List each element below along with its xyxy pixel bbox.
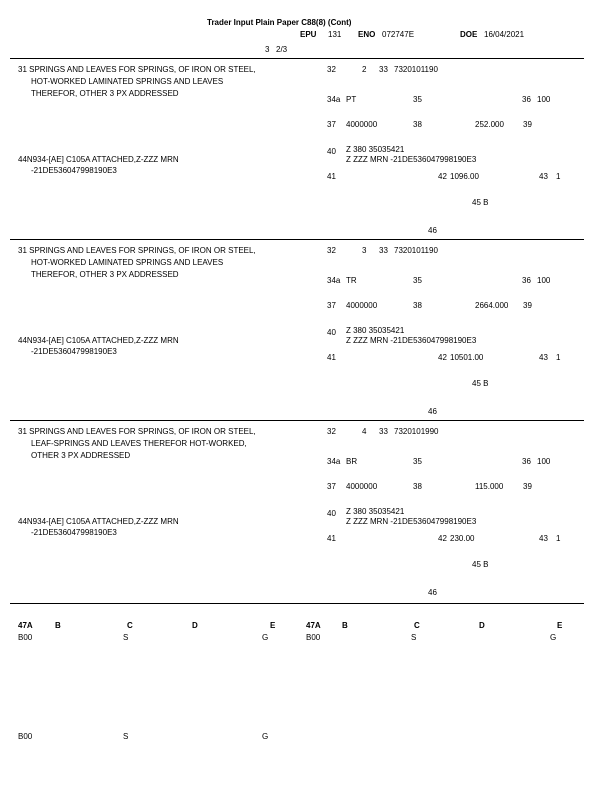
box39-label: 39 — [523, 301, 532, 310]
previous-document-line-2: Z ZZZ MRN -21DE536047998190E3 — [346, 155, 477, 164]
box41-label: 41 — [327, 534, 336, 543]
procedure-code: 4000000 — [346, 482, 378, 491]
box33-label: 33 — [379, 65, 388, 74]
goods-description-line-3: THEREFOR, OTHER 3 PX ADDRESSED — [31, 89, 179, 98]
box47-right-col-b: B — [342, 621, 348, 630]
box34a-label: 34a — [327, 276, 341, 285]
page-number: 3 — [265, 45, 270, 54]
previous-document-line-1: Z 380 35035421 — [346, 145, 405, 154]
box41-label: 41 — [327, 172, 336, 181]
additional-info-line-1: 44N934-[AE] C105A ATTACHED,Z-ZZZ MRN — [18, 336, 179, 345]
goods-description-line-3: THEREFOR, OTHER 3 PX ADDRESSED — [31, 270, 179, 279]
box47-bottom-type: B00 — [18, 732, 33, 741]
box40-label: 40 — [327, 509, 336, 518]
box33-label: 33 — [379, 246, 388, 255]
box47-right-col-e: E — [557, 621, 563, 630]
box37-label: 37 — [327, 482, 336, 491]
box47-left-col-b: B — [55, 621, 61, 630]
item-number: 4 — [362, 427, 367, 436]
box42-label: 42 — [438, 534, 447, 543]
form-title: Trader Input Plain Paper C88(8) (Cont) — [207, 18, 352, 27]
box47-right-col-c: C — [414, 621, 420, 630]
box33-label: 33 — [379, 427, 388, 436]
box47-left-mop: G — [262, 633, 269, 642]
box38-label: 38 — [413, 120, 422, 129]
box35-label: 35 — [413, 457, 422, 466]
additional-info-line-1: 44N934-[AE] C105A ATTACHED,Z-ZZZ MRN — [18, 517, 179, 526]
country-of-origin: BR — [346, 457, 358, 466]
box45-adjustment: 45 B — [472, 379, 489, 388]
eno-label: ENO — [358, 30, 376, 39]
procedure-code: 4000000 — [346, 301, 378, 310]
previous-document-line-2: Z ZZZ MRN -21DE536047998190E3 — [346, 517, 477, 526]
box43-label: 43 — [539, 353, 548, 362]
item-divider — [10, 420, 584, 421]
box35-label: 35 — [413, 276, 422, 285]
preference-value: 100 — [537, 457, 551, 466]
previous-document-line-1: Z 380 35035421 — [346, 326, 405, 335]
box35-label: 35 — [413, 95, 422, 104]
previous-document-line-2: Z ZZZ MRN -21DE536047998190E3 — [346, 336, 477, 345]
commodity-code: 7320101190 — [394, 65, 438, 74]
box46-label: 46 — [428, 226, 437, 235]
net-mass: 252.000 — [475, 120, 504, 129]
goods-description-line-2: LEAF-SPRINGS AND LEAVES THEREFOR HOT-WORKED, — [31, 439, 247, 448]
net-mass: 115.000 — [475, 482, 504, 491]
goods-description-line-1: 31 SPRINGS AND LEAVES FOR SPRINGS, OF IRON OR STEEL, — [18, 246, 256, 255]
goods-description-line-1: 31 SPRINGS AND LEAVES FOR SPRINGS, OF IRON OR STEEL, — [18, 427, 256, 436]
box36-label: 36 — [522, 457, 531, 466]
box39-label: 39 — [523, 120, 532, 129]
box47-right-label: 47A — [306, 621, 321, 630]
box38-label: 38 — [413, 301, 422, 310]
box46-label: 46 — [428, 588, 437, 597]
box42-label: 42 — [438, 172, 447, 181]
doe-value: 16/04/2021 — [484, 30, 525, 39]
box47-right-col-d: D — [479, 621, 485, 630]
doe-label: DOE — [460, 30, 478, 39]
box40-label: 40 — [327, 147, 336, 156]
box40-label: 40 — [327, 328, 336, 337]
item-price: 1096.00 — [450, 172, 479, 181]
box37-label: 37 — [327, 120, 336, 129]
net-mass: 2664.000 — [475, 301, 509, 310]
box39-label: 39 — [523, 482, 532, 491]
additional-info-line-2: -21DE536047998190E3 — [31, 347, 117, 356]
item-number: 3 — [362, 246, 367, 255]
divider-box47 — [10, 603, 584, 604]
valuation-method: 1 — [556, 534, 561, 543]
epu-label: EPU — [300, 30, 317, 39]
box36-label: 36 — [522, 276, 531, 285]
box47-right-mop: G — [550, 633, 557, 642]
box47-left-col-c: C — [127, 621, 133, 630]
box32-label: 32 — [327, 427, 336, 436]
epu-value: 131 — [328, 30, 342, 39]
item-price: 230.00 — [450, 534, 475, 543]
item-divider — [10, 239, 584, 240]
box47-right-type: B00 — [306, 633, 321, 642]
box45-adjustment: 45 B — [472, 560, 489, 569]
box42-label: 42 — [438, 353, 447, 362]
commodity-code: 7320101990 — [394, 427, 439, 436]
box45-adjustment: 45 B — [472, 198, 489, 207]
box47-bottom-mop: G — [262, 732, 269, 741]
box34a-label: 34a — [327, 95, 341, 104]
previous-document-line-1: Z 380 35035421 — [346, 507, 405, 516]
box47-left-col-e: E — [270, 621, 276, 630]
additional-info-line-1: 44N934-[AE] C105A ATTACHED,Z-ZZZ MRN — [18, 155, 179, 164]
box47-left-basis: S — [123, 633, 129, 642]
box47-left-label: 47A — [18, 621, 33, 630]
item-number: 2 — [362, 65, 367, 74]
box47-bottom-basis: S — [123, 732, 129, 741]
preference-value: 100 — [537, 95, 551, 104]
box36-label: 36 — [522, 95, 531, 104]
valuation-method: 1 — [556, 172, 561, 181]
goods-description-line-2: HOT-WORKED LAMINATED SPRINGS AND LEAVES — [31, 258, 224, 267]
box32-label: 32 — [327, 65, 336, 74]
country-of-origin: TR — [346, 276, 357, 285]
goods-description-line-2: HOT-WORKED LAMINATED SPRINGS AND LEAVES — [31, 77, 224, 86]
box43-label: 43 — [539, 534, 548, 543]
goods-description-line-3: OTHER 3 PX ADDRESSED — [31, 451, 131, 460]
divider-top — [10, 58, 584, 59]
procedure-code: 4000000 — [346, 120, 378, 129]
box47-left-col-d: D — [192, 621, 198, 630]
box38-label: 38 — [413, 482, 422, 491]
country-of-origin: PT — [346, 95, 357, 104]
box32-label: 32 — [327, 246, 336, 255]
box47-right-basis: S — [411, 633, 417, 642]
goods-description-line-1: 31 SPRINGS AND LEAVES FOR SPRINGS, OF IRON OR STEEL, — [18, 65, 256, 74]
additional-info-line-2: -21DE536047998190E3 — [31, 528, 117, 537]
box46-label: 46 — [428, 407, 437, 416]
box47-left-type: B00 — [18, 633, 33, 642]
additional-info-line-2: -21DE536047998190E3 — [31, 166, 117, 175]
item-price: 10501.00 — [450, 353, 484, 362]
page-total: 2/3 — [276, 45, 288, 54]
box43-label: 43 — [539, 172, 548, 181]
box37-label: 37 — [327, 301, 336, 310]
valuation-method: 1 — [556, 353, 561, 362]
box34a-label: 34a — [327, 457, 341, 466]
preference-value: 100 — [537, 276, 551, 285]
eno-value: 072747E — [382, 30, 415, 39]
box41-label: 41 — [327, 353, 336, 362]
commodity-code: 7320101190 — [394, 246, 438, 255]
